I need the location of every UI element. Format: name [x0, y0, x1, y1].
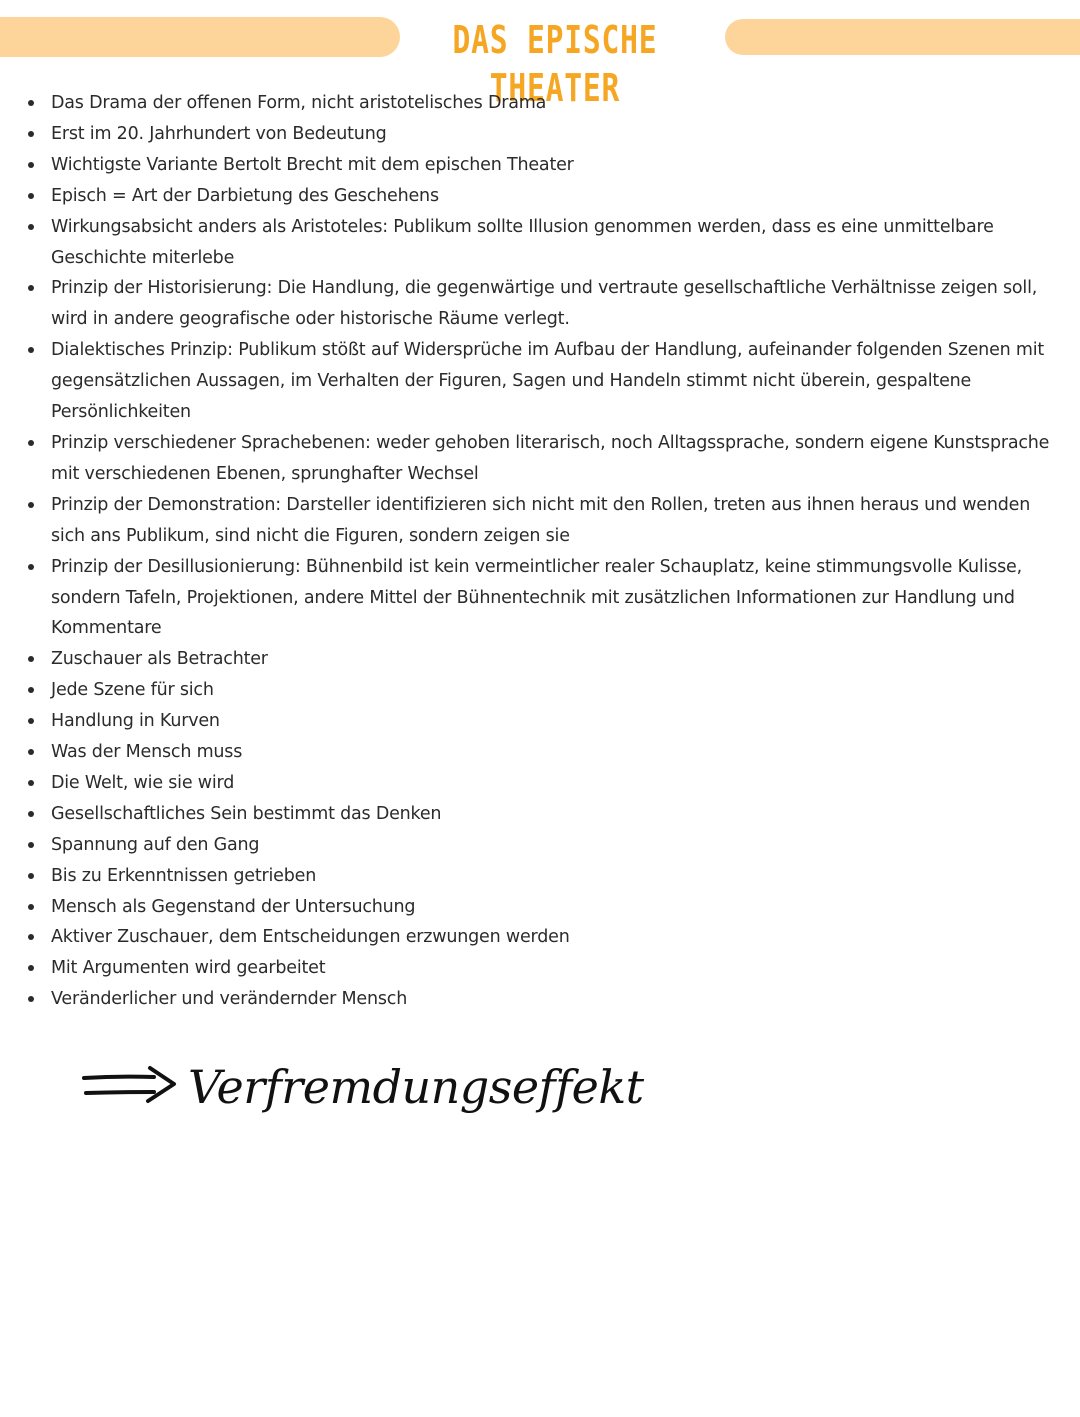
list-item [28, 181, 1058, 212]
bullet-icon [28, 718, 34, 724]
list-item-text: Die Welt, wie sie wird [51, 772, 235, 793]
list-item [28, 428, 1058, 490]
bullet-icon [28, 564, 34, 570]
list-item [28, 830, 1058, 861]
list-item [28, 768, 1058, 799]
list-item-text: Mit Argumenten wird gearbeitet [51, 958, 326, 979]
implies-arrow-icon [80, 1065, 180, 1105]
list-item [28, 922, 1058, 953]
bullet-icon [28, 193, 34, 199]
list-item-text: Bis zu Erkenntnissen getrieben [51, 865, 317, 886]
list-item-text: Episch = Art der Darbietung des Geschehens [51, 185, 439, 206]
bullet-icon [28, 347, 34, 353]
bullet-icon [28, 687, 34, 693]
list-item-text: Wirkungsabsicht anders als Aristoteles: Publikum sollte Illusion genommen werden, dass es eine unmittelbare Geschichte miterlebe [51, 216, 994, 268]
bullet-icon [28, 749, 34, 755]
list-item [28, 984, 1058, 1015]
conclusion [80, 1055, 644, 1165]
list-item [28, 119, 1058, 150]
list-item-text: Prinzip der Historisierung: Die Handlung, die gegenwärtige und vertraute gesellschaftliche Verhältnisse zeigen soll, wird in andere geografische oder historische Räume verlegt. [51, 278, 1038, 330]
list-item-text: Zuschauer als Betrachter [51, 649, 268, 670]
page-title: DAS EPISCHE THEATER [452, 18, 658, 110]
list-item [28, 88, 1058, 119]
bullet-icon [28, 842, 34, 848]
bullet-icon [28, 996, 34, 1002]
list-item [28, 737, 1058, 768]
list-item-text: Prinzip verschiedener Sprachebenen: weder gehoben literarisch, noch Alltagssprache, sondern eigene Kunstsprache mit verschiedenen Ebenen, sprunghafter Wechsel [51, 432, 1050, 484]
bullet-icon [28, 934, 34, 940]
list-item-text: Prinzip der Desillusionierung: Bühnenbild ist kein vermeintlicher realer Schauplatz, keine stimmungsvolle Kulisse, sondern Tafeln, Projektionen, andere Mittel der Bühnentechnik mit zusätzlichen Informationen zur Handlung und Kommentare [51, 556, 1022, 639]
bullet-icon [28, 285, 34, 291]
bullet-icon [28, 965, 34, 971]
list-item [28, 861, 1058, 892]
list-item-text: Dialektisches Prinzip: Publikum stößt auf Widersprüche im Aufbau der Handlung, aufeinander folgenden Szenen mit gegensätzlichen Aussagen, im Verhalten der Figuren, Sagen und Handeln stimmt nicht überein, gespaltene Persönlichkeiten [51, 340, 1045, 423]
list-item-text: Spannung auf den Gang [51, 834, 260, 855]
bullet-icon [28, 100, 34, 106]
list-item [28, 335, 1058, 428]
list-item-text: Das Drama der offenen Form, nicht aristotelisches Drama [51, 93, 547, 113]
header-band-left [0, 17, 400, 57]
list-item [28, 953, 1058, 984]
bullet-icon [28, 440, 34, 446]
list-item [28, 552, 1058, 645]
bullet-icon [28, 811, 34, 817]
list-item [28, 675, 1058, 706]
list-item-text: Wichtigste Variante Bertolt Brecht mit dem epischen Theater [51, 154, 574, 175]
bullet-icon [28, 656, 34, 662]
list-item-text: Prinzip der Demonstration: Darsteller identifizieren sich nicht mit den Rollen, treten aus ihnen heraus und wenden sich ans Publikum, sind nicht die Figuren, sondern zeigen sie [51, 494, 1031, 546]
list-item-text: Was der Mensch muss [51, 742, 243, 763]
bullet-icon [28, 904, 34, 910]
bullet-icon [28, 780, 34, 786]
list-item [28, 799, 1058, 830]
bullet-icon [28, 162, 34, 168]
list-item-text: Aktiver Zuschauer, dem Entscheidungen erzwungen werden [51, 927, 570, 948]
list-item-text: Jede Szene für sich [51, 680, 214, 701]
list-item-text: Veränderlicher und verändernder Mensch [51, 989, 408, 1010]
list-item-text: Handlung in Kurven [51, 711, 220, 732]
list-item [28, 644, 1058, 675]
bullet-icon [28, 224, 34, 230]
bullet-list [28, 88, 1058, 1015]
list-item-text: Mensch als Gegenstand der Untersuchung [51, 896, 416, 917]
bullet-icon [28, 131, 34, 137]
list-item [28, 892, 1058, 923]
list-item [28, 706, 1058, 737]
conclusion-text: Verfremdungseffekt [188, 1060, 644, 1114]
list-item [28, 150, 1058, 181]
list-item-text: Gesellschaftliches Sein bestimmt das Denken [51, 803, 442, 824]
bullet-icon [28, 502, 34, 508]
bullet-icon [28, 873, 34, 879]
list-item [28, 490, 1058, 552]
list-item-text: Erst im 20. Jahrhundert von Bedeutung [51, 123, 387, 144]
header-band-right [725, 19, 1080, 55]
list-item [28, 273, 1058, 335]
list-item [28, 212, 1058, 274]
